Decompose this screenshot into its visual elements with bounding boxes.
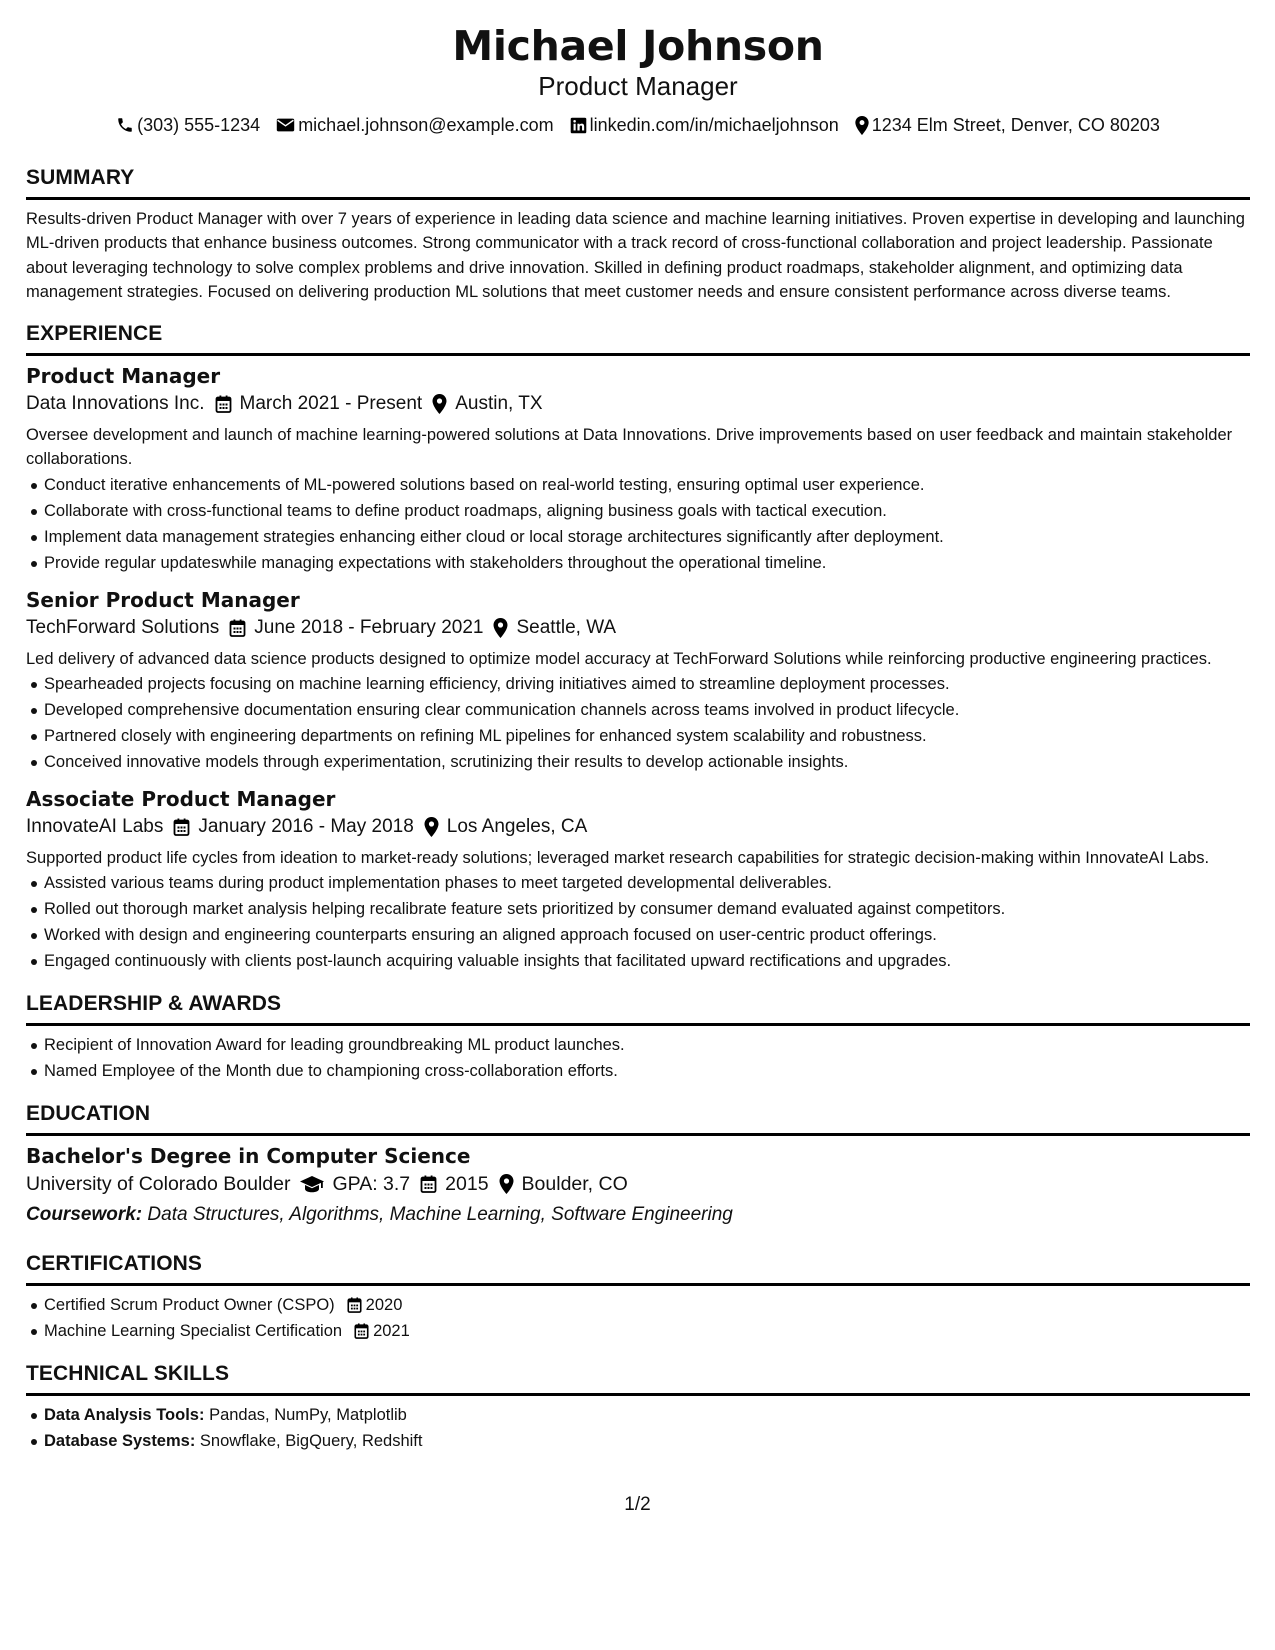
coursework-value: Data Structures, Algorithms, Machine Learning, Software Engineering: [147, 1204, 733, 1226]
job-location: Austin, TX: [455, 393, 543, 415]
job-dates: June 2018 - February 2021: [254, 616, 484, 638]
contact-phone[interactable]: [116, 113, 260, 137]
skill-label: Database Systems:: [44, 1432, 196, 1451]
map-pin-icon: [499, 1174, 514, 1194]
job-bullets: [26, 870, 1250, 974]
contact-phone-text: (303) 555-1234: [137, 115, 261, 135]
experience-entry: [26, 785, 1250, 974]
job-description: Supported product life cycles from ideation to market-ready solutions; leveraged market research capabilities for strategic decision-making within InnovateAI Labs.: [26, 849, 1210, 868]
skills-list: [26, 1402, 1250, 1454]
education-section: [26, 1100, 1250, 1230]
contact-linkedin[interactable]: [570, 113, 839, 137]
degree-title: Bachelor's Degree in Computer Science: [26, 1144, 471, 1169]
page-number: 1/2: [624, 1494, 651, 1515]
cert-name: Machine Learning Specialist Certification: [44, 1322, 343, 1341]
certifications-list: [26, 1292, 1250, 1344]
envelope-icon: [276, 117, 295, 133]
calendar-icon: [215, 395, 232, 413]
list-item: Implement data management strategies enhancing either cloud or local storage architectures significantly after deployment.: [26, 524, 1250, 550]
candidate-name: Michael Johnson: [452, 22, 824, 70]
section-heading-skills: TECHNICAL SKILLS: [26, 1362, 230, 1386]
list-item: Spearheaded projects focusing on machine learning efficiency, driving initiatives aimed to streamline deployment processes.: [26, 671, 1250, 697]
summary-text: Results-driven Product Manager with over 7 years of experience in leading data science and machine learning initiatives. Proven expertise in developing and launching ML-driven products that enhance business outcomes. Strong communicator with a track record of cross-functional collaboration and project leadership. Passionate about leveraging technology to solve complex problems and drive innovation. Skilled in defining product roadmaps, stakeholder alignment, and optimizing data management strategies. Focused on delivering production ML solutions that meet customer needs and ensure consistent performance across diverse teams.: [26, 210, 1245, 301]
linkedin-icon: [570, 117, 587, 134]
section-divider: [26, 353, 1250, 356]
calendar-icon: [229, 619, 246, 637]
summary-section: [26, 164, 1250, 304]
list-item: [26, 1428, 1250, 1454]
contact-address-text: 1234 Elm Street, Denver, CO 80203: [871, 115, 1160, 135]
list-item: [26, 1318, 1250, 1344]
resume-header: [26, 18, 1250, 137]
section-divider: [26, 1393, 1250, 1396]
job-bullets: [26, 671, 1250, 775]
skills-section: [26, 1360, 1250, 1454]
graduation-cap-icon: [300, 1175, 324, 1193]
contact-address: [855, 113, 1160, 137]
education-meta: [26, 1170, 1250, 1198]
map-pin-icon: [493, 618, 508, 638]
school-name: University of Colorado Boulder: [26, 1173, 291, 1196]
list-item: Conduct iterative enhancements of ML-powered solutions based on real-world testing, ensuring optimal user experience.: [26, 472, 1250, 498]
skill-value: Snowflake, BigQuery, Redshift: [199, 1432, 423, 1451]
coursework-label: Coursework:: [26, 1204, 143, 1226]
section-divider: [26, 1023, 1250, 1026]
experience-entry: [26, 586, 1250, 775]
list-item: Provide regular updateswhile managing expectations with stakeholders throughout the operational timeline.: [26, 550, 1250, 576]
job-location: Seattle, WA: [516, 616, 617, 638]
section-divider: [26, 1283, 1250, 1286]
list-item: Rolled out thorough market analysis helping recalibrate feature sets prioritized by consumer demand evaluated against competitors.: [26, 896, 1250, 922]
list-item: Developed comprehensive documentation ensuring clear communication channels across teams involved in product lifecycle.: [26, 697, 1250, 723]
resume-page: [26, 18, 1250, 1454]
calendar-icon: [347, 1297, 362, 1313]
skill-label: Data Analysis Tools:: [44, 1406, 205, 1425]
list-item: Worked with design and engineering counterparts ensuring an aligned approach focused on user-centric product offerings.: [26, 922, 1250, 948]
job-description: Oversee development and launch of machine learning-powered solutions at Data Innovations. Drive improvements based on user feedback and maintain stakeholder collaborations.: [26, 426, 1233, 469]
map-pin-icon: [855, 116, 869, 135]
calendar-icon: [354, 1323, 369, 1339]
experience-entry: [26, 362, 1250, 576]
map-pin-icon: [432, 394, 447, 414]
list-item: Engaged continuously with clients post-launch acquiring valuable insights that facilitated upward rectifications and upgrades.: [26, 948, 1250, 974]
job-meta: [26, 813, 1250, 841]
gpa-value: GPA: 3.7: [332, 1173, 411, 1196]
section-heading-experience: EXPERIENCE: [26, 322, 163, 346]
list-item: [26, 1402, 1250, 1428]
job-bullets: [26, 472, 1250, 576]
job-company: Data Innovations Inc.: [26, 393, 205, 415]
job-title: Senior Product Manager: [26, 587, 300, 612]
cert-year: 2020: [365, 1296, 403, 1315]
job-meta: [26, 614, 1250, 642]
calendar-icon: [173, 818, 190, 836]
section-heading-summary: SUMMARY: [26, 166, 135, 189]
job-title: Associate Product Manager: [26, 787, 336, 812]
list-item: Collaborate with cross-functional teams to define product roadmaps, aligning business goals with tactical execution.: [26, 498, 1250, 524]
coursework-line: [26, 1200, 1250, 1230]
phone-icon: [116, 116, 134, 134]
job-title: Product Manager: [26, 364, 221, 389]
list-item: Partnered closely with engineering departments on refining ML pipelines for enhanced system scalability and robustness.: [26, 723, 1250, 749]
map-pin-icon: [424, 817, 439, 837]
skill-value: Pandas, NumPy, Matplotlib: [209, 1406, 407, 1425]
section-divider: [26, 197, 1250, 200]
job-company: TechForward Solutions: [26, 616, 220, 638]
certifications-section: [26, 1250, 1250, 1344]
job-meta: [26, 390, 1250, 418]
calendar-icon: [420, 1175, 437, 1193]
school-location: Boulder, CO: [521, 1173, 628, 1196]
job-location: Los Angeles, CA: [446, 816, 588, 838]
section-heading-education: EDUCATION: [26, 1102, 151, 1126]
experience-section: [26, 320, 1250, 974]
job-description: Led delivery of advanced data science products designed to optimize model accuracy at TechForward Solutions while reinforcing productive engineering practices.: [26, 649, 1212, 668]
section-heading-leadership: LEADERSHIP & AWARDS: [26, 992, 282, 1016]
awards-list: [26, 1032, 1250, 1084]
job-dates: March 2021 - Present: [239, 393, 423, 415]
cert-name: Certified Scrum Product Owner (CSPO): [44, 1296, 335, 1315]
contact-email[interactable]: [276, 113, 553, 137]
job-company: InnovateAI Labs: [26, 816, 164, 838]
contact-email-text: michael.johnson@example.com: [298, 115, 554, 135]
graduation-year: 2015: [445, 1173, 489, 1196]
contact-bar: [26, 113, 1250, 137]
cert-year: 2021: [373, 1322, 410, 1341]
section-divider: [26, 1133, 1250, 1136]
job-dates: January 2016 - May 2018: [198, 816, 414, 838]
section-heading-certifications: CERTIFICATIONS: [26, 1252, 203, 1276]
list-item: Assisted various teams during product implementation phases to meet targeted developmental deliverables.: [26, 870, 1250, 896]
list-item: Recipient of Innovation Award for leading groundbreaking ML product launches.: [26, 1032, 1250, 1058]
contact-linkedin-text: linkedin.com/in/michaeljohnson: [589, 115, 839, 135]
candidate-title: Product Manager: [538, 71, 738, 101]
list-item: [26, 1292, 1250, 1318]
list-item: Conceived innovative models through experimentation, scrutinizing their results to develop actionable insights.: [26, 749, 1250, 775]
leadership-section: [26, 990, 1250, 1084]
list-item: Named Employee of the Month due to championing cross-collaboration efforts.: [26, 1058, 1250, 1084]
